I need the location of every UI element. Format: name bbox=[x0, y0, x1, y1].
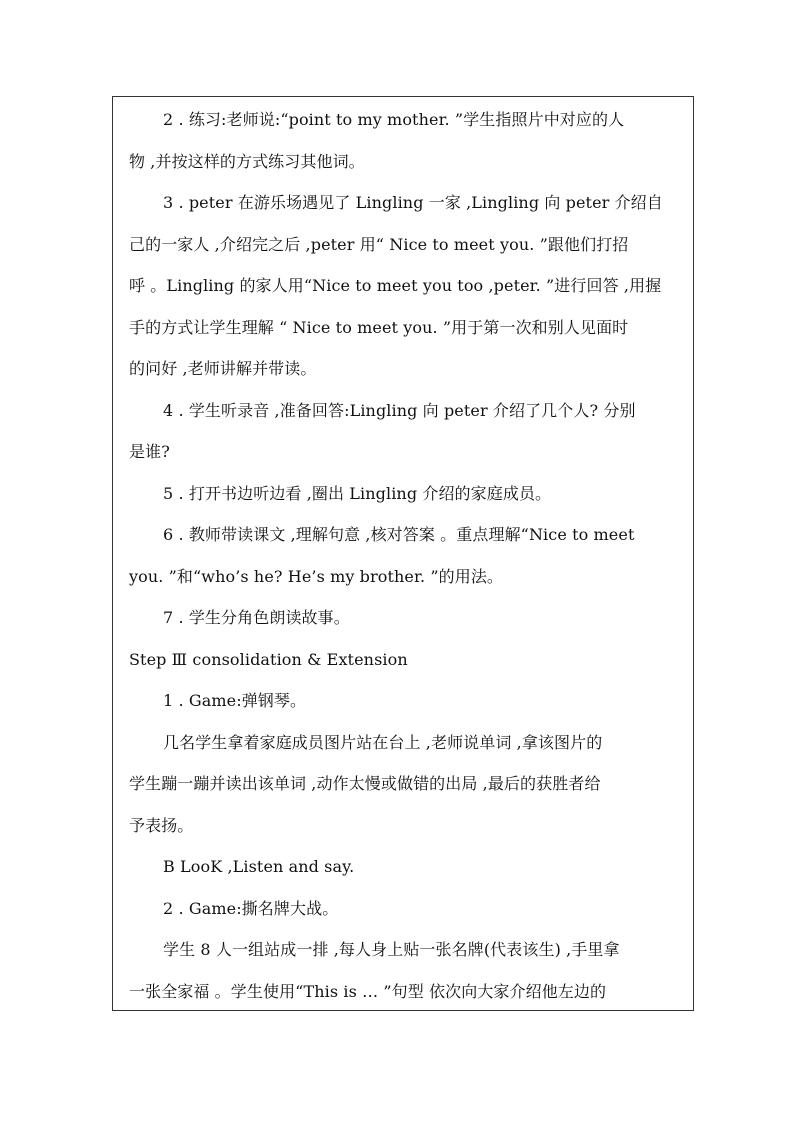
paragraph-line: Step Ⅲ consolidation & Extension bbox=[129, 649, 408, 669]
paragraph-line: 学生蹦一蹦并读出该单词 ,动作太慢或做错的出局 ,最后的获胜者给 bbox=[129, 774, 601, 793]
paragraph bbox=[113, 473, 693, 515]
paragraph-line: 几名学生拿着家庭成员图片站在台上 ,老师说单词 ,拿该图片的 bbox=[163, 732, 603, 752]
paragraph bbox=[113, 597, 693, 639]
paragraph bbox=[113, 514, 693, 597]
paragraph-line: you. ”和“who’s he? He’s my brother. ”的用法。 bbox=[129, 566, 504, 586]
paragraph-line: 呼 。Lingling 的家人用“Nice to meet you too ,peter. ”进行回答 ,用握 bbox=[129, 276, 662, 295]
paragraph-line: 的问好 ,老师讲解并带读。 bbox=[129, 359, 317, 378]
paragraph bbox=[113, 929, 693, 1012]
paragraph bbox=[113, 390, 693, 473]
paragraph-line: 物 ,并按这样的方式练习其他词。 bbox=[129, 151, 365, 171]
paragraph-line: 6 . 教师带读课文 ,理解句意 ,核对答案 。重点理解“Nice to meet bbox=[163, 525, 635, 544]
paragraph-line: 2 . Game:撕名牌大战。 bbox=[163, 898, 339, 918]
paragraph-line: 是谁? bbox=[129, 442, 170, 461]
paragraph-line: B LooK ,Listen and say. bbox=[163, 857, 355, 876]
paragraph-line: 4 . 学生听录音 ,准备回答:Lingling 向 peter 介绍了几个人? 分别 bbox=[163, 400, 636, 420]
paragraph-line: 5 . 打开书边听边看 ,圈出 Lingling 介绍的家庭成员。 bbox=[163, 483, 552, 503]
paragraph bbox=[113, 99, 693, 182]
paragraph bbox=[113, 639, 693, 681]
paragraph-line: 2 . 练习:老师说:“point to my mother. ”学生指照片中对应的人 bbox=[163, 110, 625, 129]
paragraph bbox=[113, 680, 693, 722]
lesson-plan-table-cell bbox=[112, 96, 694, 1011]
paragraph-line: 3 . peter 在游乐场遇见了 Lingling 一家 ,Lingling 向 peter 介绍自 bbox=[163, 193, 663, 212]
paragraph bbox=[113, 182, 693, 390]
paragraph-line: 手的方式让学生理解 “ Nice to meet you. ”用于第一次和别人见面时 bbox=[129, 317, 629, 337]
paragraph-line: 1 . Game:弹钢琴。 bbox=[163, 691, 307, 710]
paragraph-line: 一张全家福 。学生使用“This is … ”句型 依次向大家介绍他左边的 bbox=[129, 981, 607, 1001]
paragraph-line: 己的一家人 ,介绍完之后 ,peter 用“ Nice to meet you. ”跟他们打招 bbox=[129, 234, 629, 254]
paragraph-line: 予表扬。 bbox=[129, 815, 194, 835]
paragraph bbox=[113, 888, 693, 930]
paragraph bbox=[113, 846, 693, 888]
paragraph-line: 7 . 学生分角色朗读故事。 bbox=[163, 608, 350, 627]
paragraph-line: 学生 8 人一组站成一排 ,每人身上贴一张名牌(代表该生) ,手里拿 bbox=[163, 940, 620, 959]
paragraph bbox=[113, 722, 693, 847]
